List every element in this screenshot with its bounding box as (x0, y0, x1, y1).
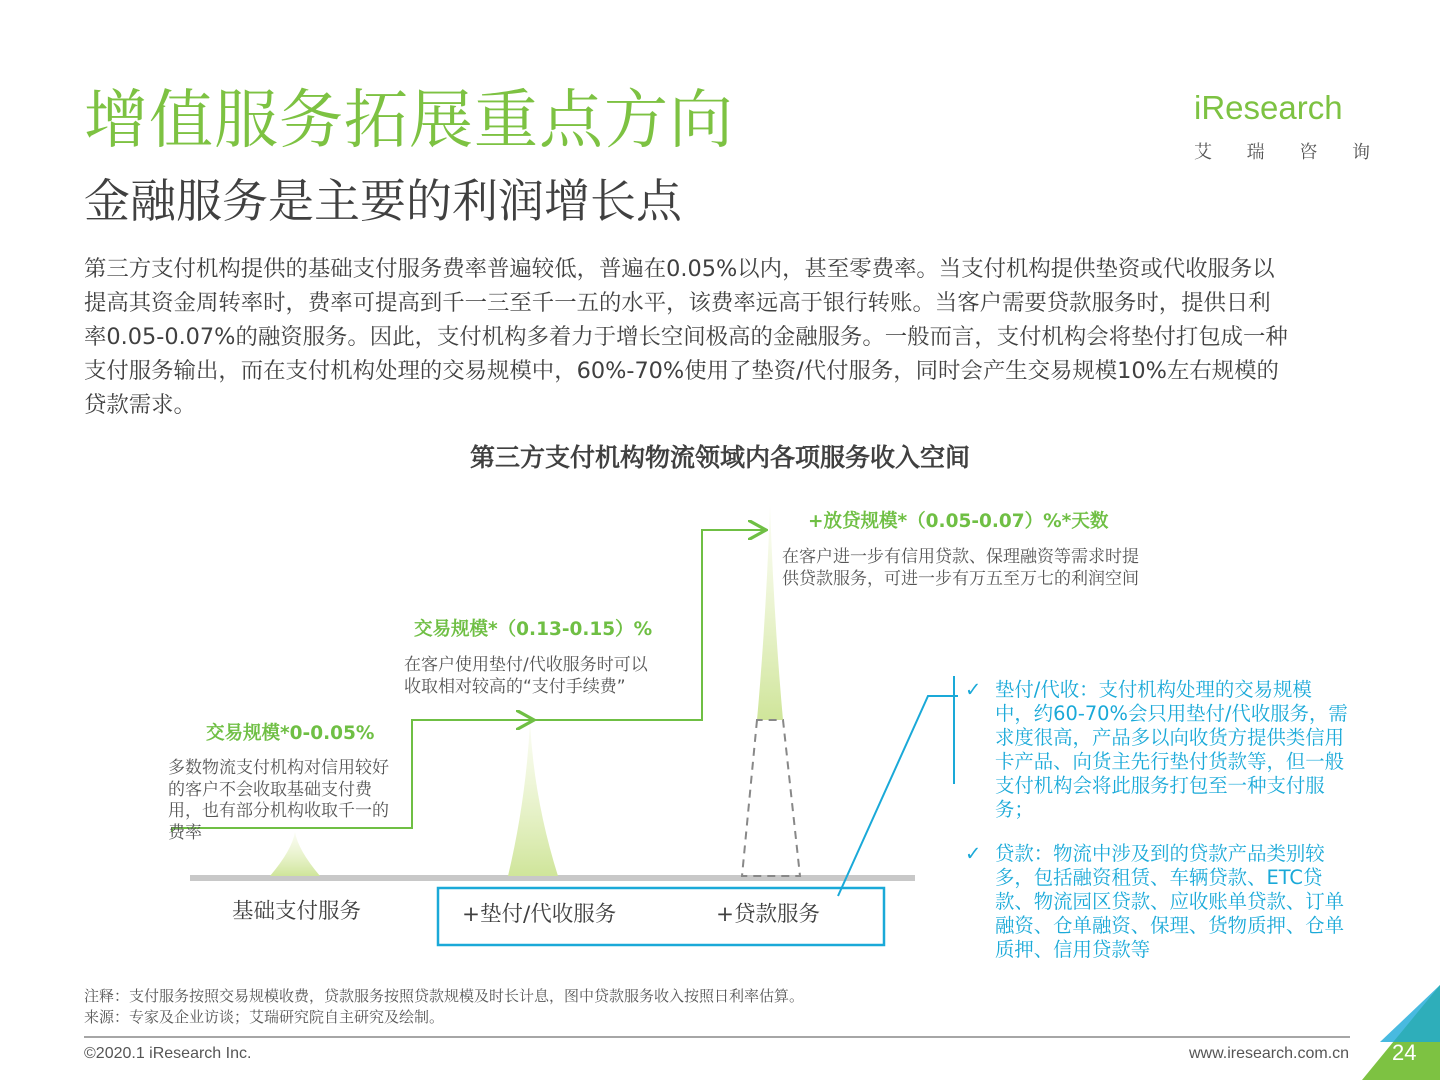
loan-projection (742, 720, 800, 876)
note-line: 贷款：物流中涉及到的贷款产品类别较 (995, 842, 1325, 865)
footnote-source: 来源：专家及企业访谈；艾瑞研究院自主研究及绘制。 (84, 1008, 445, 1026)
note-line: 款、物流园区贷款、应收账单贷款、订单 (995, 890, 1345, 913)
page-number: 24 (1392, 1040, 1417, 1065)
footnote-note: 注释：支付服务按照交易规模收费，贷款服务按照贷款规模及时长计息，图中贷款服务收入按照日利率估算。 (84, 987, 805, 1005)
peak-advance (508, 722, 558, 876)
stage-loan-desc (782, 547, 1182, 590)
desc-line: 收取相对较高的“支付手续费” (404, 676, 626, 697)
note-line: 质押、信用贷款等 (995, 938, 1151, 961)
note-line: 多，包括融资租赁、车辆贷款、ETC贷 (995, 866, 1323, 889)
note-line: 融资、仓单融资、保理、货物质押、仓单 (995, 914, 1345, 937)
category-loan: +贷款服务 (716, 902, 821, 927)
stage-loan-title: +放贷规模*（0.05-0.07）%*天数 (808, 511, 1109, 532)
intro-line: 率0.05-0.07%的融资服务。因此，支付机构多着力于增长空间极高的金融服务。一般而言，支付机构会将垫付打包成一种 (84, 324, 1288, 350)
logo: iResearch (1194, 89, 1343, 126)
note-advance (965, 678, 1365, 822)
peak-loan (757, 505, 783, 720)
copyright: ©2020.1 iResearch Inc. (84, 1045, 252, 1062)
desc-line: 在客户进一步有信用贷款、保理融资等需求时提 (782, 547, 1139, 567)
stage-advance-desc (404, 655, 694, 698)
intro-line: 贷款需求。 (84, 392, 196, 418)
note-loan (965, 842, 1365, 962)
logo-char: 瑞 (1246, 142, 1265, 163)
website-link[interactable]: www.iresearch.com.cn (1189, 1045, 1350, 1062)
desc-line: 供贷款服务，可进一步有万五至万七的利润空间 (782, 568, 1139, 589)
stage-advance-title: 交易规模*（0.13-0.15）% (414, 619, 653, 640)
stage-basic-desc (168, 758, 418, 844)
desc-line: 用，也有部分机构收取千一的 (168, 801, 389, 821)
page-subtitle: 金融服务是主要的利润增长点 (84, 174, 682, 228)
check-icon: ✓ (965, 842, 982, 865)
corner-decoration-accent (1380, 985, 1440, 1042)
intro-line: 支付服务输出，而在支付机构处理的交易规模中，60%-70%使用了垫资/代付服务，同时会产生交易规模10%左右规模的 (84, 358, 1279, 384)
callout-connector (838, 696, 958, 896)
page-title: 增值服务拓展重点方向 (84, 84, 734, 158)
note-line: 务； (995, 798, 1034, 821)
note-line: 卡产品、向货主先行垫付货款等，但一般 (995, 750, 1345, 773)
note-line: 垫付/代收：支付机构处理的交易规模 (995, 678, 1312, 701)
check-icon: ✓ (965, 678, 982, 701)
service-notes (965, 678, 1365, 974)
desc-line: 多数物流支付机构对信用较好 (168, 758, 389, 778)
intro-line: 提高其资金周转率时，费率可提高到千一三至千一五的水平，该费率远高于银行转账。当客户需要贷款服务时，提供日利 (84, 290, 1271, 316)
stage-basic-title: 交易规模*0-0.05% (206, 723, 375, 744)
logo-char: 询 (1351, 142, 1370, 163)
diagram-title: 第三方支付机构物流领域内各项服务收入空间 (469, 443, 970, 472)
desc-line: 的客户不会收取基础支付费 (168, 779, 372, 800)
note-line: 中，约60-70%会只用垫付/代收服务，需 (995, 702, 1348, 725)
note-line: 求度很高，产品多以向收货方提供类信用 (995, 726, 1345, 749)
desc-line: 费率 (168, 822, 202, 843)
desc-line: 在客户使用垫付/代收服务时可以 (404, 655, 648, 675)
intro-line: 第三方支付机构提供的基础支付服务费率普遍较低，普遍在0.05%以内，甚至零费率。当支付机构提供垫资或代收服务以 (84, 256, 1275, 282)
logo-char: 咨 (1299, 142, 1318, 163)
logo-char: 艾 (1194, 142, 1212, 163)
category-advance-collection: +垫付/代收服务 (462, 902, 617, 927)
category-basic-payment: 基础支付服务 (232, 899, 362, 924)
note-line: 支付机构会将此服务打包至一种支付服 (995, 774, 1325, 797)
